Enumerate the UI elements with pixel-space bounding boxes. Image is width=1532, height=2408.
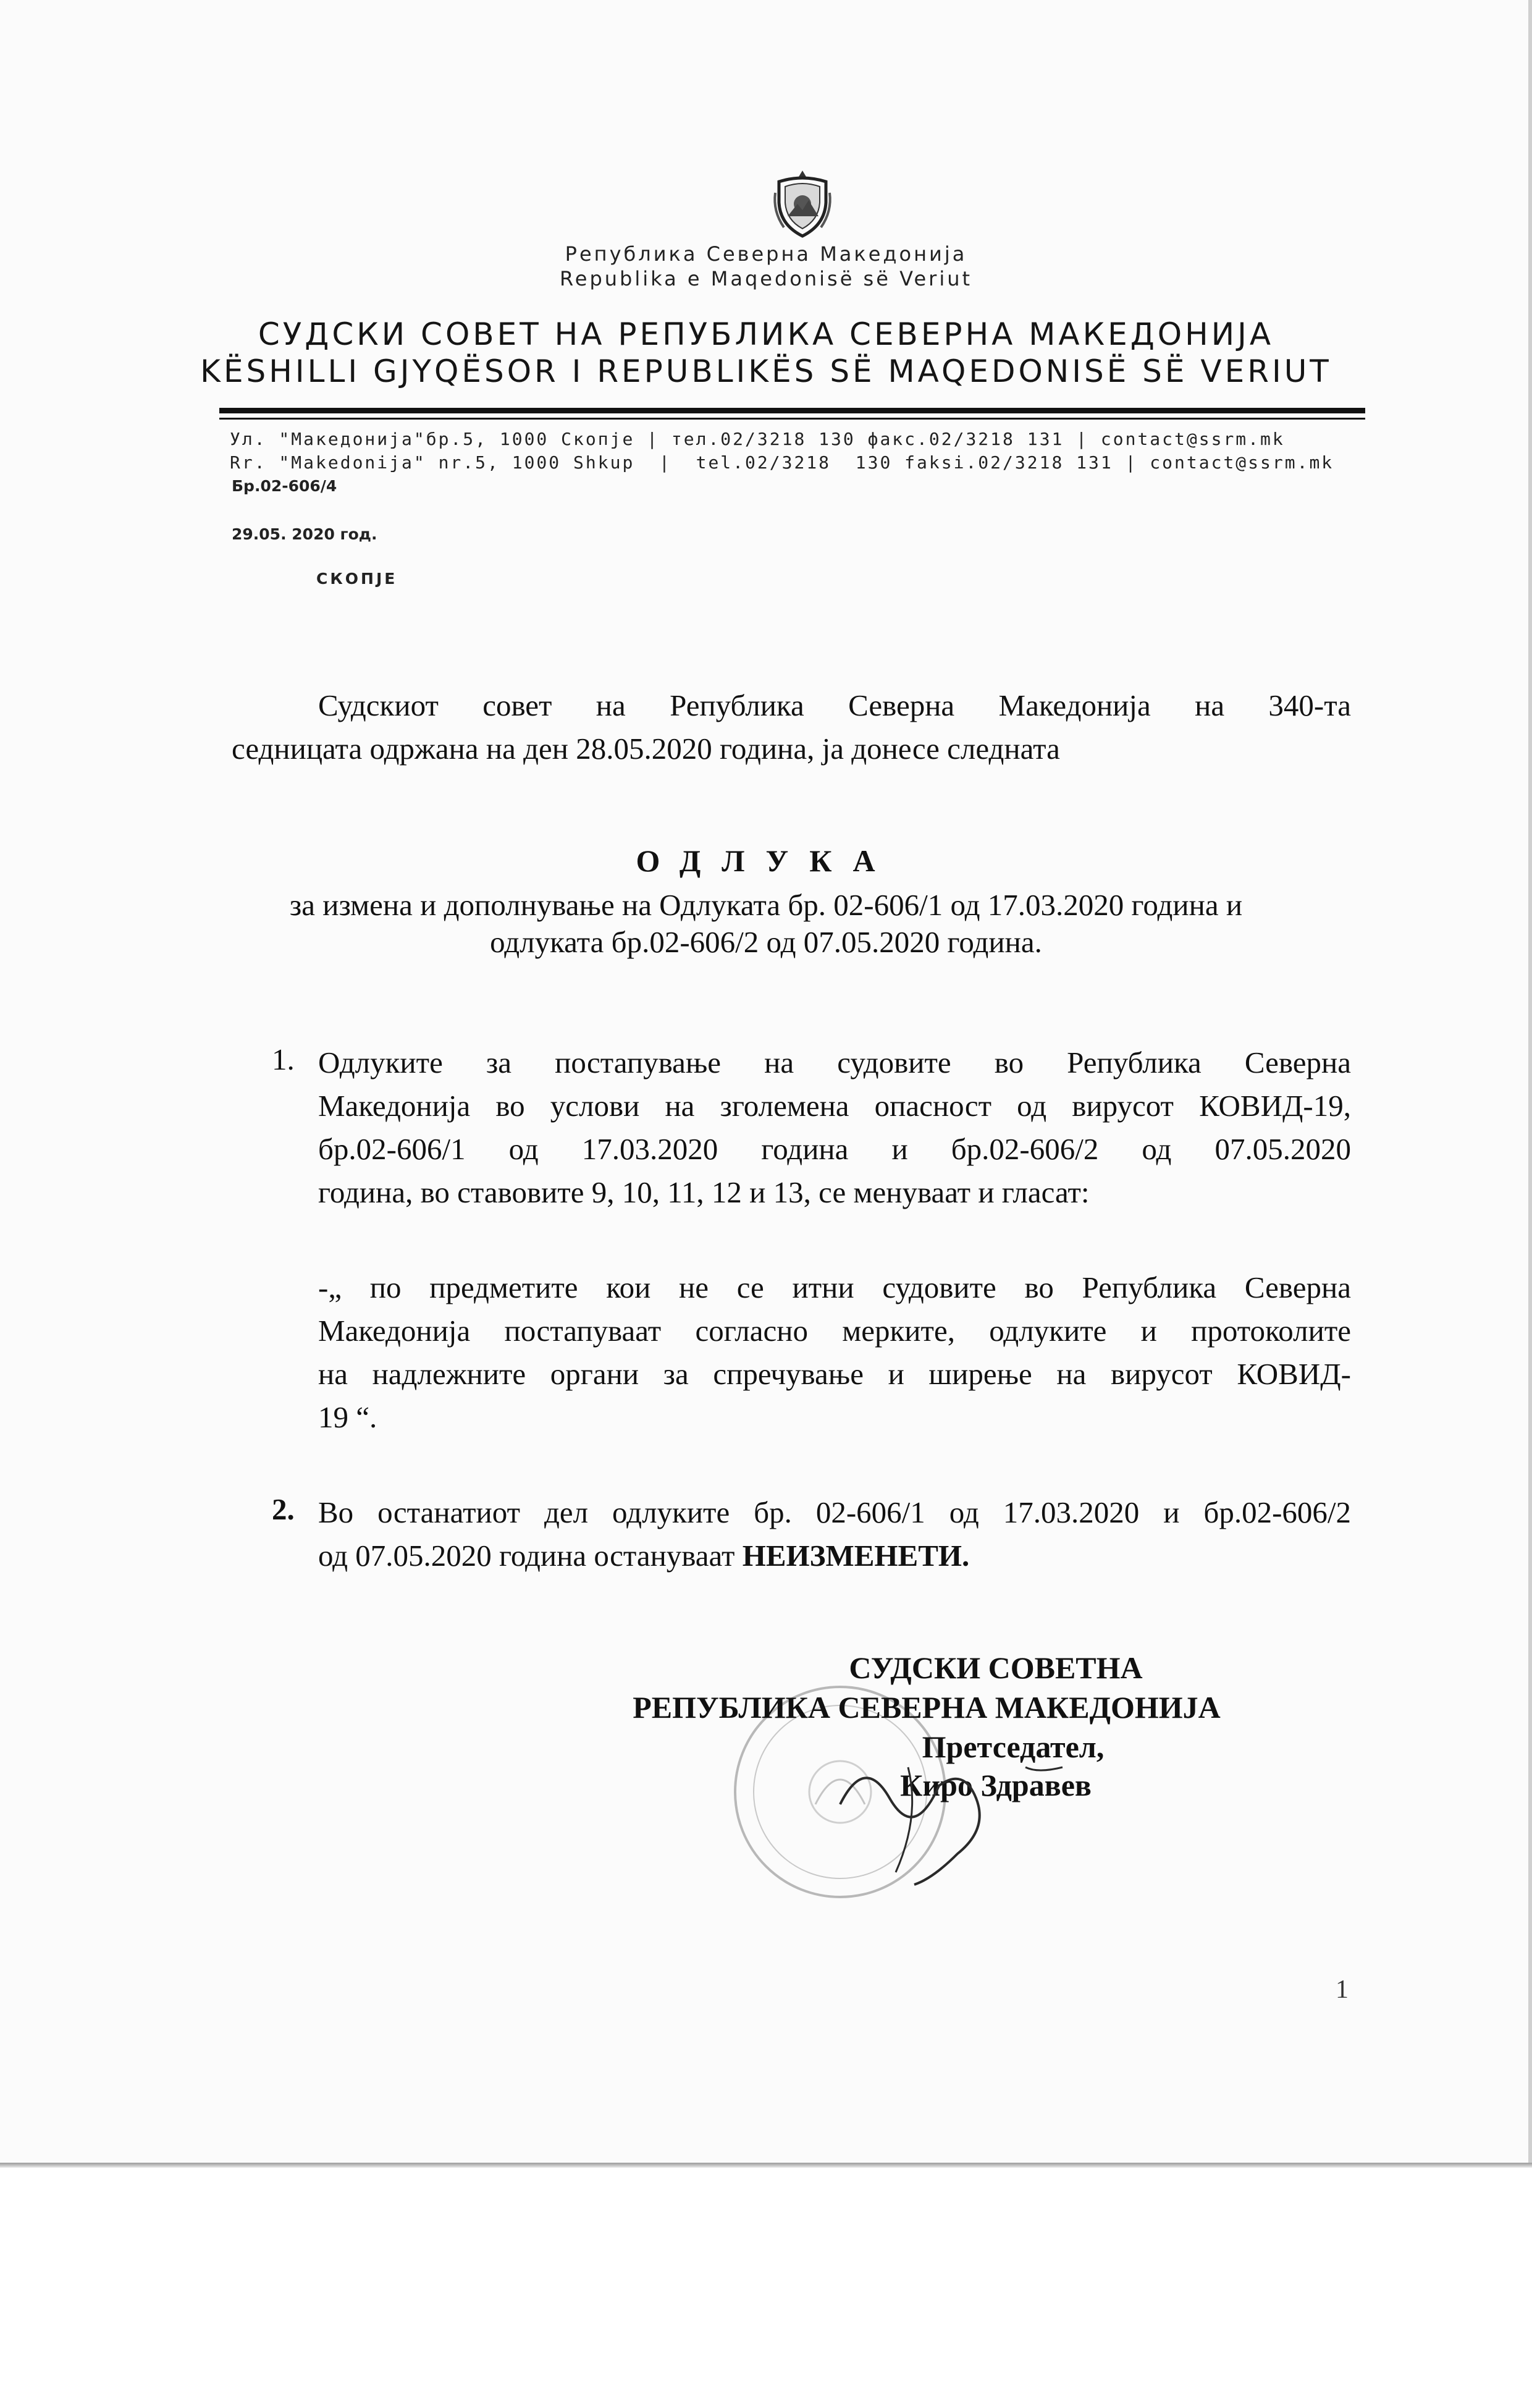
item-1-line: година, во ставовите 9, 10, 11, 12 и 13, се менуваат и гласат: <box>318 1175 1090 1209</box>
unchanged-emphasis: НЕИЗМЕНЕТИ. <box>742 1539 970 1573</box>
item-1-quote-line: -„ по предметите кои не се итни судовите во Република Северна <box>318 1270 1351 1304</box>
signature-institution-2: РЕПУБЛИКА СЕВЕРНА МАКЕДОНИЈА <box>633 1690 1221 1725</box>
document-date: 29.05. 2020 год. <box>232 525 377 543</box>
page-number: 1 <box>1336 1975 1349 2004</box>
intro-line-1: Судскиот совет на Република Северна Македонија на 340-та <box>318 688 1351 722</box>
handwritten-signature <box>815 1730 1075 1891</box>
item-number: 2. <box>272 1492 295 1526</box>
decision-subtitle-2: одлуката бр.02-606/2 од 07.05.2020 година. <box>490 925 1042 959</box>
signature-institution-1: СУДСКИ СОВЕТНА <box>849 1650 1143 1685</box>
item-number: 1. <box>272 1042 295 1076</box>
council-name-sq: KËSHILLI GJYQËSOR I REPUBLIKËS SË MAQEDONISË SË VERIUT <box>200 353 1332 389</box>
item-1-line: Одлуките за постапување на судовите во Република Северна <box>318 1046 1351 1079</box>
item-2-line: Во останатиот дел одлуките бр. 02-606/1 од 17.03.2020 и бр.02-606/2 <box>318 1495 1351 1529</box>
republic-name-mk: Република Северна Македонија <box>565 242 967 266</box>
intro-line-2: седницата одржана на ден 28.05.2020 година, ја донесе следната <box>232 732 1060 766</box>
item-1-line: бр.02-606/1 од 17.03.2020 година и бр.02-606/2 од 07.05.2020 <box>318 1132 1351 1166</box>
item-2-line-2 <box>318 1535 1351 1577</box>
decision-subtitle-1: за измена и дополнување на Одлуката бр. 02-606/1 од 17.03.2020 година и <box>289 888 1243 922</box>
document-city: СКОПЈЕ <box>316 570 398 588</box>
contact-line-mk: Ул. "Македонија"бр.5, 1000 Скопје | тел.02/3218 130 факс.02/3218 131 | contact@ssrm.mk <box>230 429 1285 449</box>
item-1-line: Македонија во услови на зголемена опасност од вирусот КОВИД-19, <box>318 1089 1351 1123</box>
item-1-quote-line: 19 “. <box>318 1400 377 1434</box>
reference-number: Бр.02-606/4 <box>232 477 337 495</box>
page-edge <box>0 2163 1532 2168</box>
signature-role: Претседател, <box>922 1730 1105 1764</box>
header-divider <box>219 408 1365 413</box>
coat-of-arms-icon <box>770 168 835 240</box>
item-2-text: од 07.05.2020 година остануваат <box>318 1539 743 1573</box>
republic-name-sq: Republika e Maqedonisë së Veriut <box>559 267 973 290</box>
council-name-mk: СУДСКИ СОВЕТ НА РЕПУБЛИКА СЕВЕРНА МАКЕДОНИЈА <box>258 316 1274 352</box>
contact-line-sq: Rr. "Makedonija" nr.5, 1000 Shkup | tel.02/3218 130 faksi.02/3218 131 | contact@ssrm.mk <box>230 452 1334 473</box>
item-1-quote-line: Македонија постапуваат согласно мерките, одлуките и протоколите <box>318 1314 1351 1348</box>
signature-name: Киро Здравев <box>900 1768 1092 1802</box>
item-1-quote-line: на надлежните органи за спречување и ширење на вирусот КОВИД- <box>318 1357 1351 1391</box>
decision-title: ОДЛУКА <box>636 843 896 878</box>
header-divider-thin <box>219 418 1365 420</box>
